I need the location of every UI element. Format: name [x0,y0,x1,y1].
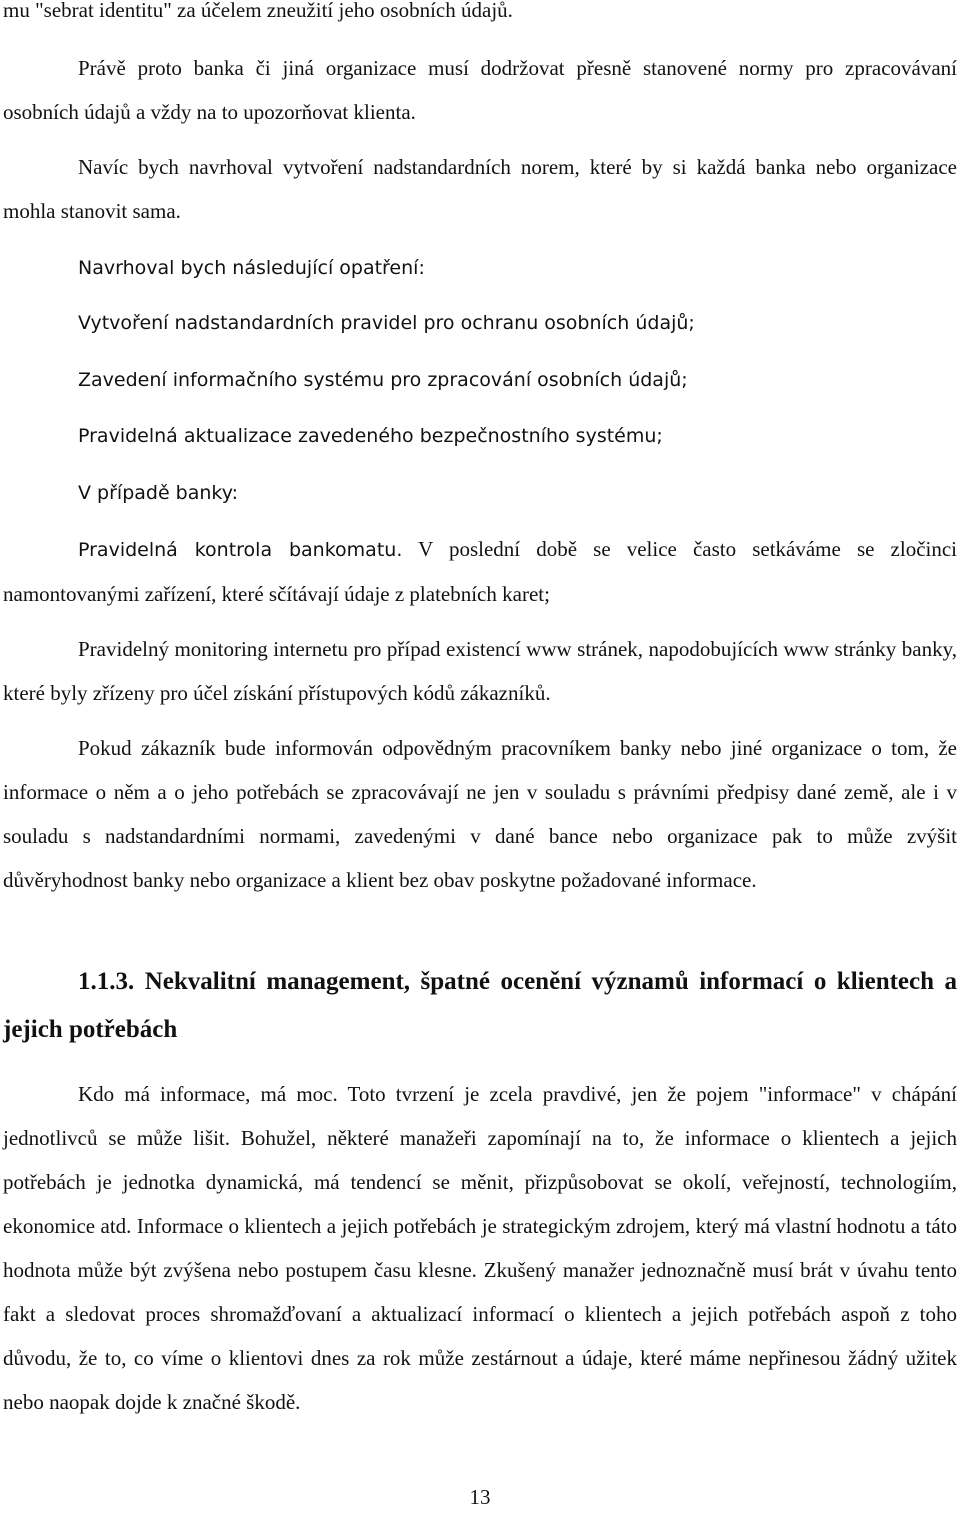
paragraph-internet-monitoring: Pravidelný monitoring internetu pro případ existencí www stránek, napodobujících www stránky banky, které byly zřízeny pro účel získání přístupových kódů zákazníků. [3,637,957,705]
list-item-measure-2: Zavedení informačního systému pro zpracování osobních údajů; [78,369,688,391]
paragraph-atm-control [3,527,957,616]
list-item-bank-case: V případě banky: [78,482,239,504]
section-title: Nekvalitní management, špatné ocenění významů informací o klientech a jejich potřebách [3,968,957,1043]
list-item-measure-3: Pravidelná aktualizace zavedeného bezpečnostního systému; [78,425,663,447]
page-number: 13 [469,1485,491,1509]
section-heading [3,958,957,1054]
paragraph-measures-intro: Navrhoval bych následující opatření: [78,257,425,279]
paragraph-suggestion: Navíc bych navrhoval vytvoření nadstandardních norem, které by si každá banka nebo organizace mohla stanovit sama. [3,155,957,223]
paragraph-information-power: Kdo má informace, má moc. Toto tvrzení je zcela pravdivé, jen že pojem "informace" v chápání jednotlivců se může lišit. Bohužel, některé manažeři zapomínají na to, že informace o klientech a jejich potřebách je jednotka dynamická, má tendencí se měnit, přizpůsobovat se okolí, veřejností, technologiím, ekonomice atd. Informace o klientech a jejich potřebách je strategickým zdrojem, který má vlastní hodnotu a táto hodnota může být zvýšena nebo postupem času klesne. Zkušený manažer jednoznačně musí brát v úvahu tento fakt a sledovat proces shromažďovaní a aktualizací informací o klientech a jejich potřebách aspoň z toho důvodu, že to, co víme o klientovi dnes za rok může zestárnout a údaje, které máme nepřinesou žádný užitek nebo naopak dojde k značné škodě. [3,1082,957,1414]
paragraph-norms: Právě proto banka či jiná organizace musí dodržovat přesně stanovené normy pro zpracovávaní osobních údajů a vždy na to upozorňovat klienta. [3,56,957,124]
paragraph-customer-trust: Pokud zákazník bude informován odpovědným pracovníkem banky nebo jiné organizace o tom, že informace o něm a o jeho potřebách se zpracovávají ne jen v souladu s právními předpisy dané země, ale i v souladu s nadstandardními normami, zavedenými v dané bance nebo organizace pak to může zvýšit důvěryhodnost banky nebo organizace a klient bez obav poskytne požadované informace. [3,736,957,892]
atm-control-label: Pravidelná kontrola bankomatu. [78,539,403,561]
list-item-measure-1: Vytvoření nadstandardních pravidel pro ochranu osobních údajů; [78,312,695,334]
atm-control-text: V poslední době se velice často setkáváme se zločinci namontovanými zařízení, které sčítávají údaje z platebních karet; [3,537,958,606]
section-number: 1.1.3. [78,968,135,995]
paragraph-continuation: mu "sebrat identitu" za účelem zneužití jeho osobních údajů. [3,0,513,22]
